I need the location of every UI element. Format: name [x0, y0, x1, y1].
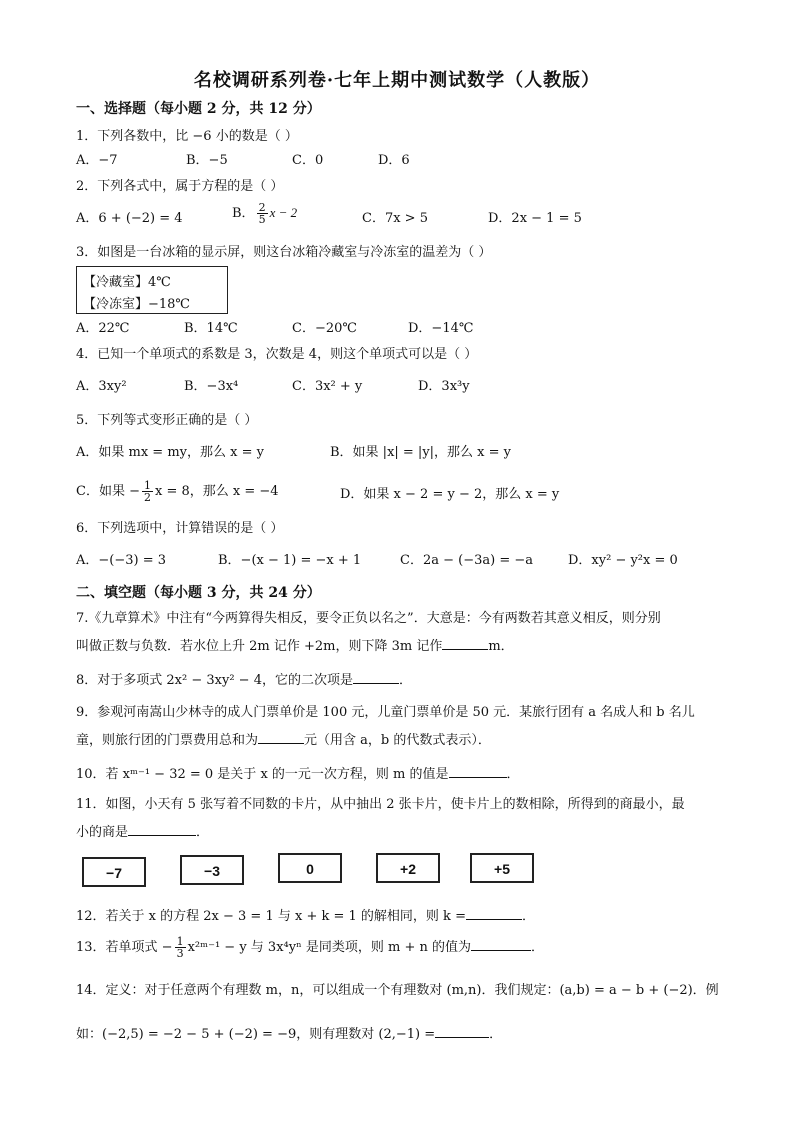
- q2-option-b: [232, 202, 297, 225]
- section-heading-fill: 二、填空题（每小题 3 分，共 24 分）: [76, 585, 321, 601]
- q3-option-d: D．−14℃: [408, 321, 474, 336]
- q6-option-d: D．xy² − y²x = 0: [568, 553, 678, 568]
- answer-blank-14[interactable]: [435, 1024, 489, 1038]
- fraction-denominator: 5: [258, 213, 266, 226]
- question-7-text: 叫做正数与负数．若水位上升 2m 记作 +2m，则下降 3m 记作: [76, 639, 443, 654]
- question-10: [76, 764, 520, 784]
- q2-option-d: D．2x − 1 = 5: [488, 211, 582, 226]
- number-card: +5: [470, 853, 534, 883]
- question-3-stem: 3．如图是一台冰箱的显示屏，则这台冰箱冷藏室与冷冻室的温差为（ ）: [76, 245, 492, 260]
- fraction: [142, 480, 153, 503]
- question-2-stem: 2．下列各式中，属于方程的是（ ）: [76, 179, 284, 194]
- question-4-stem: 4．已知一个单项式的系数是 3，次数是 4，则这个单项式可以是（ ）: [76, 347, 478, 362]
- q6-option-a: A．−(−3) = 3: [76, 553, 167, 568]
- question-11-line-1: 11．如图，小天有 5 张写着不同数的卡片，从中抽出 2 张卡片，使卡片上的数相除，所得到的商最小，最: [76, 797, 685, 812]
- question-8-end: ．: [398, 673, 412, 688]
- question-10-text: 10．若 xᵐ⁻¹ − 32 = 0 是关于 x 的一元一次方程，则 m 的值是: [76, 767, 449, 782]
- question-14-end: ．: [489, 1027, 503, 1042]
- fridge-cold-room: 【冷藏室】4℃: [83, 275, 171, 290]
- question-5-stem: 5．下列等式变形正确的是（ ）: [76, 413, 258, 428]
- q2-option-b-label: B．: [232, 206, 255, 221]
- question-11-text: 小的商是: [76, 825, 129, 840]
- q5-option-c-expr: x = 8，那么 x = −4: [154, 484, 279, 499]
- answer-blank-11[interactable]: [128, 822, 196, 836]
- question-7-unit: m．: [488, 639, 514, 654]
- q5-option-b: B．如果 |x| = |y|，那么 x = y: [330, 445, 512, 460]
- question-11-end: ．: [196, 825, 210, 840]
- question-9-text: 童，则旅行团的门票费用总和为: [76, 733, 259, 748]
- q6-option-c: C．2a − (−3a) = −a: [400, 553, 533, 568]
- q3-option-a: A．22℃: [76, 321, 130, 336]
- fridge-display-box: [76, 266, 228, 314]
- q2-option-a: A．6 + (−2) = 4: [76, 211, 183, 226]
- fraction-numerator: 1: [143, 479, 151, 492]
- q1-option-a: A．−7: [76, 153, 118, 168]
- question-13-text: x²ᵐ⁻¹ − y 与 3x⁴yⁿ 是同类项，则 m + n 的值为: [187, 940, 471, 955]
- question-14-line-1: 14．定义：对于任意两个有理数 m，n，可以组成一个有理数对 (m,n)．我们规定：(a,b) = a − b + (−2)．例: [76, 983, 719, 998]
- page-title: 名校调研系列卷·七年上期中测试数学（人教版）: [193, 70, 601, 91]
- q3-option-b: B．14℃: [184, 321, 238, 336]
- question-7-line-1: 7.《九章算术》中注有“今两算得失相反，要令正负以名之”．大意是：今有两数若其意义相反，则分别: [76, 611, 661, 626]
- question-10-end: ．: [506, 767, 520, 782]
- fridge-freezer: 【冷冻室】−18℃: [83, 297, 190, 312]
- answer-blank-9[interactable]: [258, 730, 304, 744]
- answer-blank-7[interactable]: [442, 636, 488, 650]
- question-1-stem: 1．下列各数中，比 −6 小的数是（ ）: [76, 129, 298, 144]
- question-8: [76, 670, 412, 690]
- q5-option-d: D．如果 x − 2 = y − 2，那么 x = y: [340, 487, 560, 502]
- question-9-line-2: [76, 730, 491, 750]
- fraction-numerator: 1: [176, 935, 184, 948]
- q2-option-c: C．7x > 5: [362, 211, 428, 226]
- q4-option-c: C．3x² + y: [292, 379, 363, 394]
- q5-option-a: A．如果 mx = my，那么 x = y: [76, 445, 264, 460]
- q5-option-c-label: C．如果 −: [76, 484, 140, 499]
- question-11-line-2: [76, 822, 209, 842]
- answer-blank-13[interactable]: [471, 937, 531, 951]
- q1-option-d: D．6: [378, 153, 410, 168]
- question-6-stem: 6．下列选项中，计算错误的是（ ）: [76, 521, 284, 536]
- fraction-denominator: 3: [176, 947, 184, 960]
- section-heading-choice: 一、选择题（每小题 2 分，共 12 分）: [76, 101, 321, 117]
- answer-blank-12[interactable]: [466, 906, 522, 920]
- fraction: [175, 936, 186, 959]
- question-12-end: ．: [521, 909, 535, 924]
- question-9-end: 元（用含 a，b 的代数式表示）．: [304, 733, 491, 748]
- q4-option-d: D．3x³y: [418, 379, 470, 394]
- question-9-line-1: 9．参观河南嵩山少林寺的成人门票单价是 100 元，儿童门票单价是 50 元．某旅行团有 a 名成人和 b 名儿: [76, 705, 695, 720]
- q4-option-a: A．3xy²: [76, 379, 127, 394]
- fraction-numerator: 2: [258, 201, 266, 214]
- number-card: −3: [180, 855, 244, 885]
- number-card: +2: [376, 853, 440, 883]
- question-13: [76, 936, 544, 959]
- question-13-label: 13．若单项式 −: [76, 940, 173, 955]
- q4-option-b: B．−3x⁴: [184, 379, 239, 394]
- question-14-text: 如：(−2,5) = −2 − 5 + (−2) = −9，则有理数对 (2,−1) =: [76, 1027, 436, 1042]
- q3-option-c: C．−20℃: [292, 321, 357, 336]
- q5-option-c: [76, 480, 279, 503]
- fraction-denominator: 2: [143, 491, 151, 504]
- question-12: [76, 906, 535, 926]
- question-14-line-2: [76, 1024, 502, 1044]
- number-card: 0: [278, 853, 342, 883]
- q1-option-b: B．−5: [186, 153, 228, 168]
- question-13-end: ．: [530, 940, 544, 955]
- question-8-text: 8．对于多项式 2x² − 3xy² − 4，它的二次项是: [76, 673, 353, 688]
- q1-option-c: C．0: [292, 153, 324, 168]
- question-12-text: 12．若关于 x 的方程 2x − 3 = 1 与 x + k = 1 的解相同，则 k =: [76, 909, 466, 924]
- answer-blank-10[interactable]: [449, 764, 507, 778]
- fraction: [257, 202, 268, 225]
- number-card: −7: [82, 857, 146, 887]
- answer-blank-8[interactable]: [353, 670, 399, 684]
- question-7-line-2: [76, 636, 514, 656]
- q6-option-b: B．−(x − 1) = −x + 1: [218, 553, 362, 568]
- q2-option-b-expr: x − 2: [269, 205, 298, 220]
